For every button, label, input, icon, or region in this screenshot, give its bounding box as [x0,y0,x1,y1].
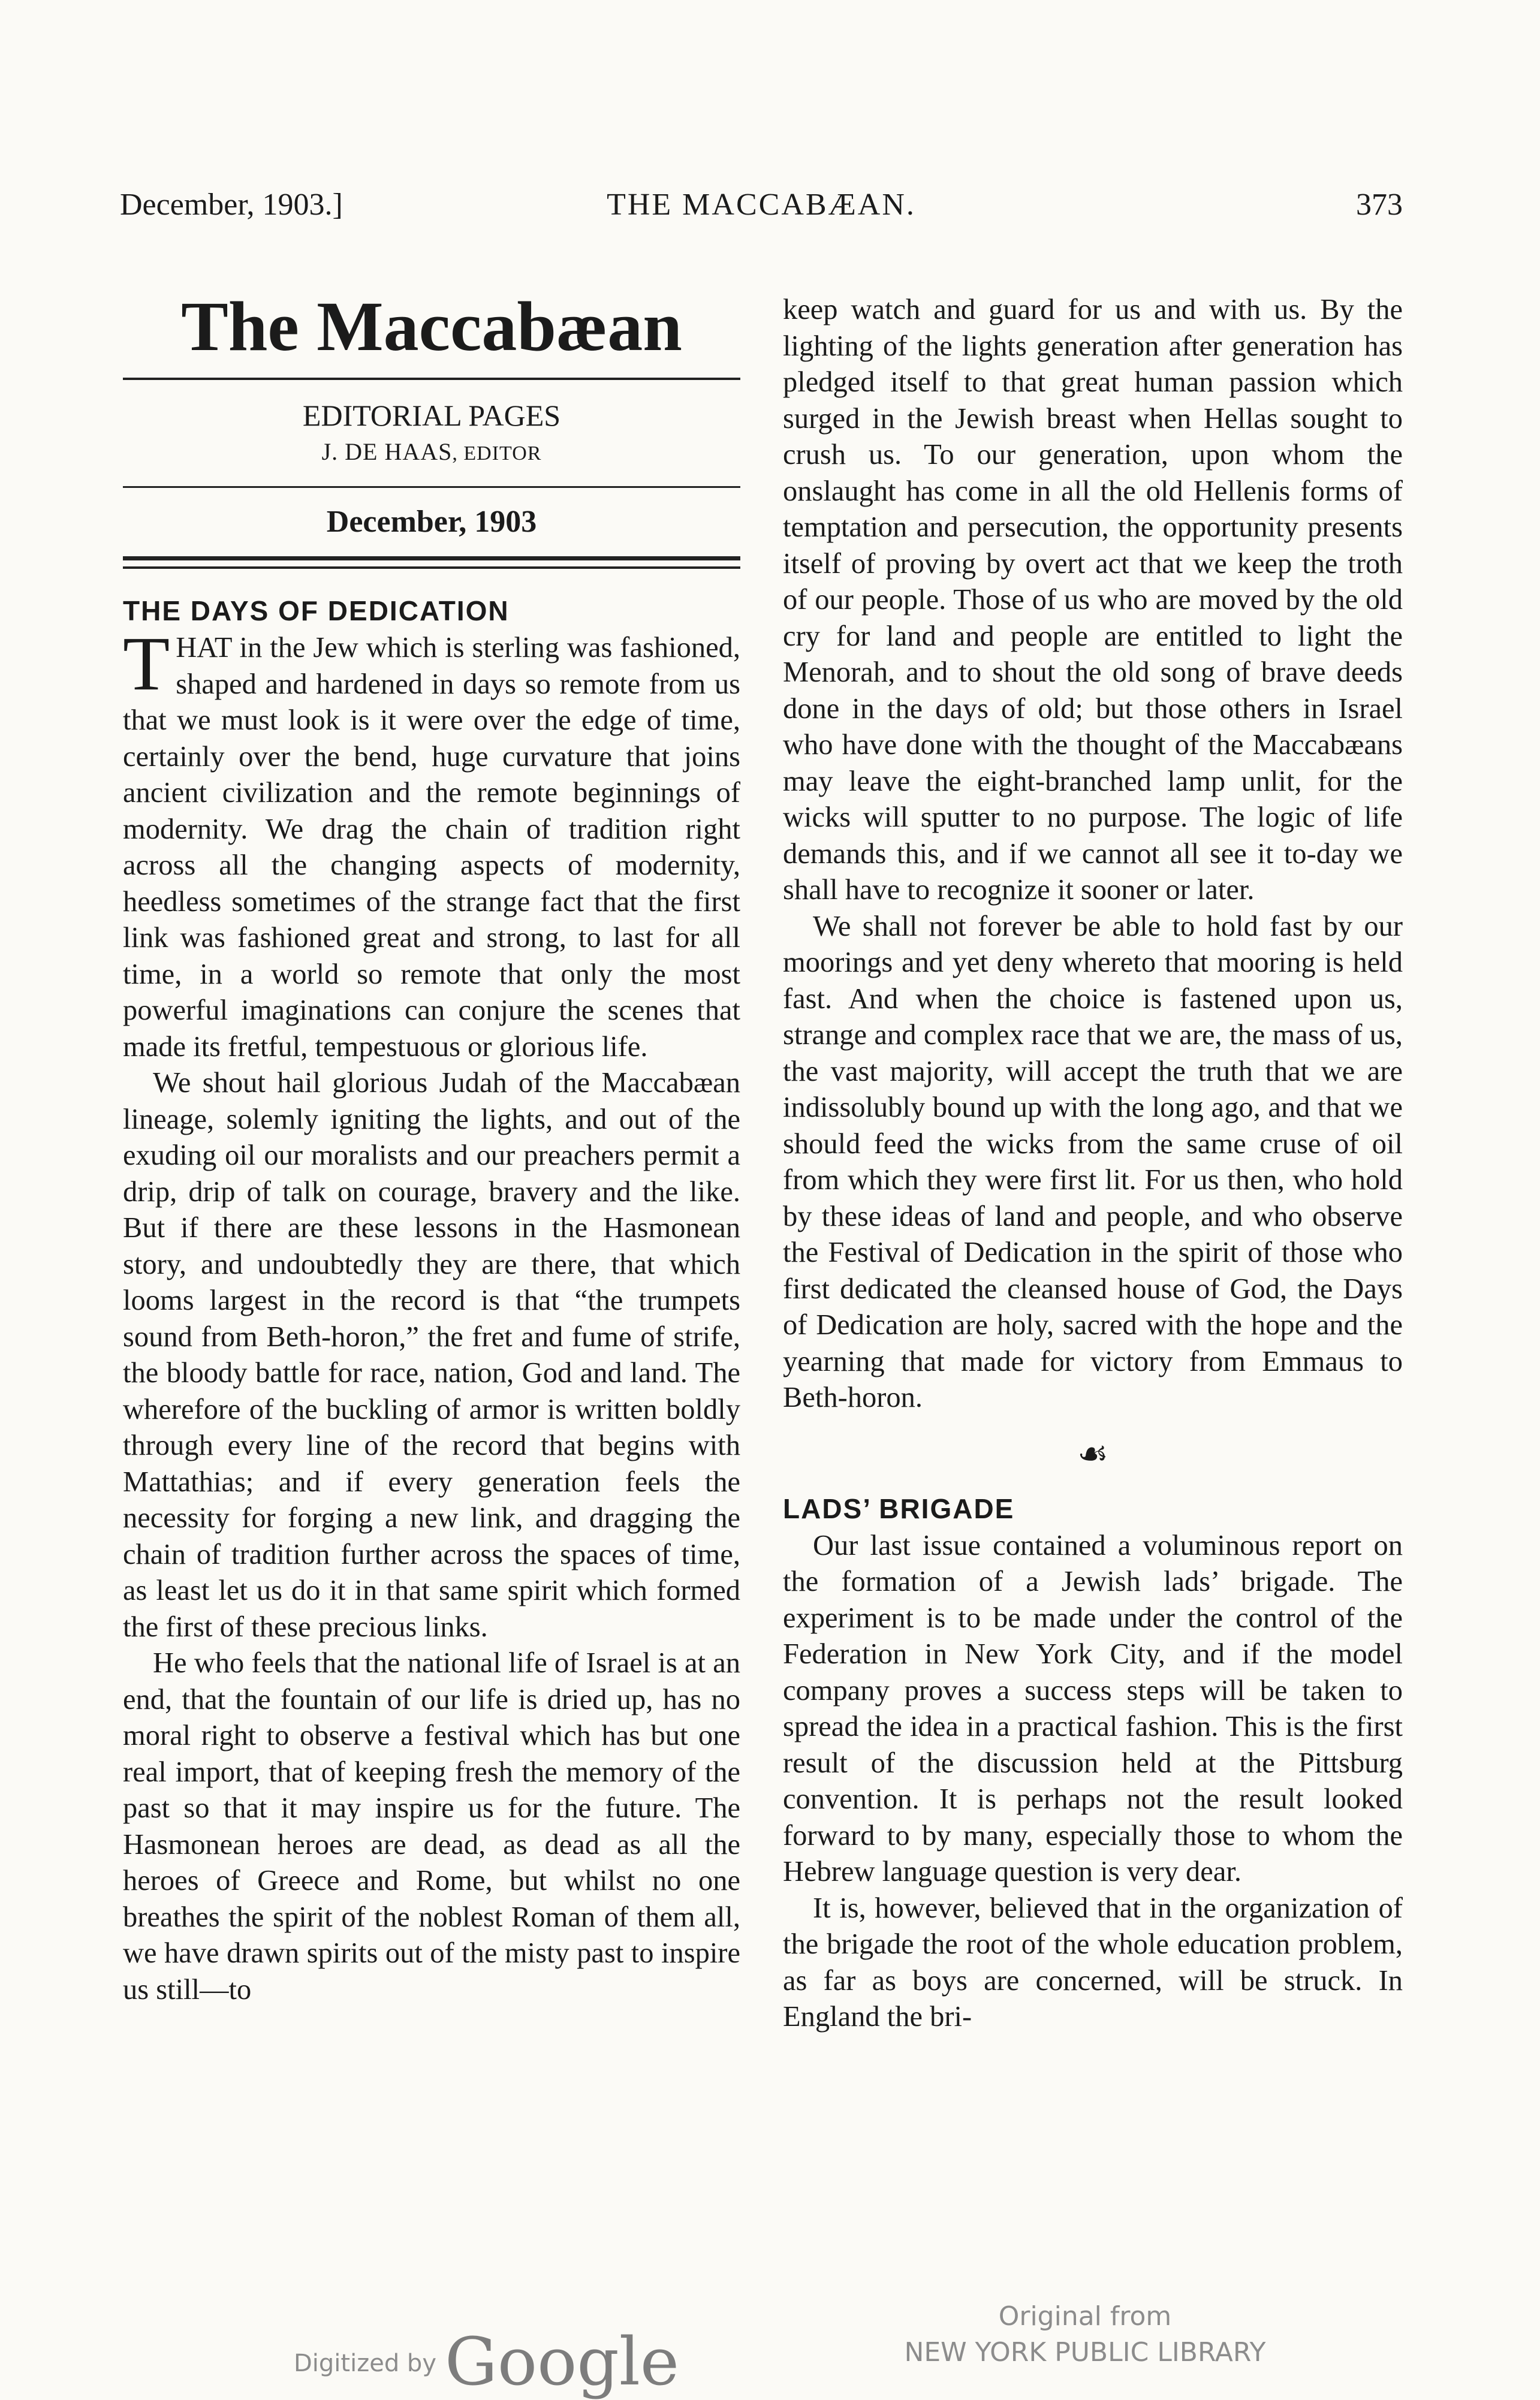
paragraph: Our last issue contained a voluminous report on the formation of a Jewish lads’ brigade. The experiment is to be made under the control of the Federation in New York City, and if the model company proves a success steps will be taken to spread the idea in a practical fashion. This is the first result of the discussion held at the Pittsburg convention. It is perhaps not the result looked forward to by many, especially those to whom the Hebrew language question is very dear. [783,1529,1403,1888]
right-column [783,292,1403,2036]
digitized-by-label: Digitized by [294,2350,436,2377]
editor-credit [123,435,740,471]
header-journal-title: THE MACCABÆAN. [607,188,916,222]
paragraph-continued: keep watch and guard for us and with us. By the lighting of the lights generation after generation has pledged itself to that great human passion which surged in the Jewish breast when Hellas sought to crush us. To our generation, upon whom the onslaught has come in all the old Hellenis forms of temptation and persecution, the opportunity presents itself of proving by overt act that we keep the troth of our people. Those of us who are moved by the old cry for land and people are entitled to light the Menorah, and to shout the old song of brave deeds done in the days of old; but those others in Israel who have done with the thought of the Maccabæans may leave the eight-branched lamp unlit, for the wicks will sputter to no purpose. The logic of life demands this, and if we cannot all see it to-day we shall have to recognize it sooner or later. [783,294,1403,906]
google-logo: Google [445,2323,680,2400]
article-heading-lads-brigade: LADS’ BRIGADE [783,1493,1015,1524]
paragraph: We shout hail glorious Judah of the Maccabæan lineage, solemly igniting the lights, and out of the exuding oil our moralists and our preachers permit a drip, drip of talk on courage, bravery and the like. But if there are these lessons in the Hasmonean story, and undoubtedly they are there, that which looms largest in the record is that “the trumpets sound from Beth-horon,” the fret and fume of strife, the bloody battle for race, nation, God and land. The wherefore of the buckling of armor is written boldly through every line of the record that begins with Mattathias; and if every generation feels the necessity for forging a new link, and dragging the chain of tradition further across the spaces of time, as least let us do it in that same spirit which formed the first of these precious links. [123,1067,740,1643]
digitization-footer [0,2299,1540,2398]
paragraph [123,621,740,1065]
header-date: December, 1903.] [120,188,343,222]
article-heading-dedication: THE DAYS OF DEDICATION [123,595,510,626]
editorial-pages-label: EDITORIAL PAGES [302,399,561,432]
date-rule [123,486,740,488]
editor-prefix: J. [321,438,345,465]
paragraph-text: HAT in the Jew which is sterling was fashioned, shaped and hardened in days so remote from us that we must look is it were over the edge of time, certainly over the bend, huge curvature that joins ancient civilization and the remote beginnings of modernity. We drag the chain of tradition right across all the changing aspects of modernity, heedless sometimes of the strange fact that the first link was fashioned great and strong, to last for all time, in a world so remote that only the most powerful imaginations can conjure the scenes that made its fretful, tempestuous or glorious life. [123,632,740,1063]
paragraph: He who feels that the national life of Israel is at an end, that the fountain of our life is dried up, has no moral right to observe a festival which has but one real import, that of keeping fresh the memory of the past so that it may inspire us for the future. The Hasmonean heroes are dead, as dead as all the heroes of Greece and Rome, but whilst no one breathes the spirit of the noblest Roman of them all, we have drawn spirits out of the misty past to inspire us still—to [123,1647,740,2006]
masthead-title: The Maccabæan [181,287,682,366]
digitized-by-google [294,2323,680,2400]
page-number: 373 [1356,188,1403,222]
drop-cap: T [123,621,170,706]
editor-suffix: , EDITOR [452,442,542,465]
paragraph: It is, however, believed that in the organization of the brigade the root of the whole education problem, as far as boys are concerned, will be struck. In England the bri- [783,1892,1403,2033]
fleuron-ornament: ☙ [1077,1434,1108,1473]
editor-name: DE HAAS [345,438,453,465]
original-from-label: Original from [998,2301,1172,2332]
left-column [123,288,740,2008]
library-name: NEW YORK PUBLIC LIBRARY [904,2337,1266,2368]
masthead-rule [123,378,740,380]
paragraph: We shall not forever be able to hold fast by our moorings and yet deny whereto that mooring is held fast. And when the choice is fastened upon us, strange and complex race that we are, the mass of us, the vast majority, will accept the truth that we are indissolubly bound up with the long ago, and that we should feed the wicks from the same cruse of oil from which they were first lit. For us then, who hold by these ideas of land and people, and who observe the Festival of Dedication in the spirit of those who first dedicated the cleansed house of God, the Days of Dedication are holy, sacred with the hope and the yearning that made for victory from Emmaus to Beth-horon. [783,910,1403,1413]
running-header [120,187,1403,223]
original-source [899,2299,1271,2371]
issue-date: December, 1903 [326,505,537,539]
double-rule [123,556,740,569]
